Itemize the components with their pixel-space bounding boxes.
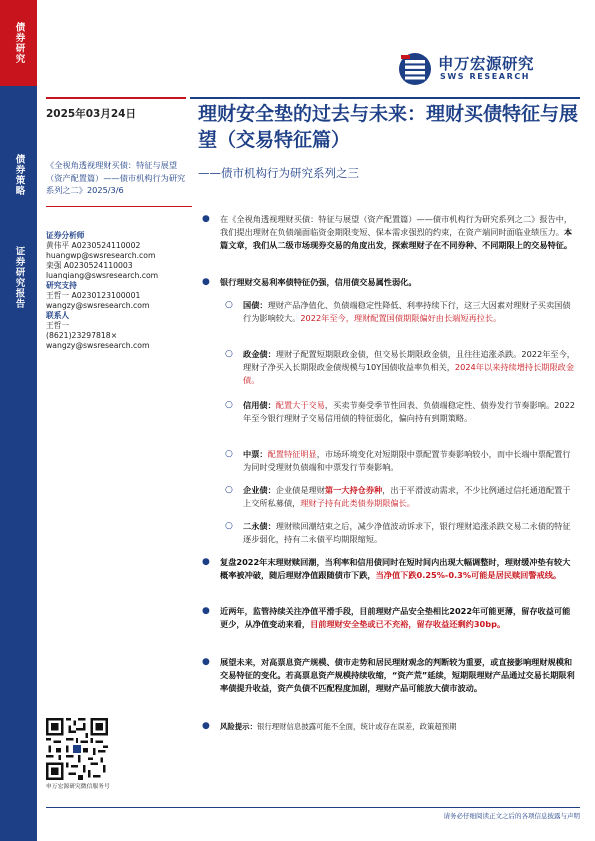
sub-bullet-label: 信用债： <box>243 400 276 410</box>
header-rule-blue <box>190 97 580 99</box>
sub-bullet-circle-icon: ○ <box>225 449 233 459</box>
band-label-research: 债券研究 <box>13 22 25 64</box>
support-email[interactable]: wangzy@swsresearch.com <box>46 301 150 310</box>
report-title: 理财安全垫的过去与未来：理财买债特征与展望（交易特征篇） <box>198 103 579 151</box>
analyst-line: 黄伟平 A0230524110002 <box>46 241 141 250</box>
contact-line: 王哲一 <box>46 321 70 330</box>
bullet-risk-warning <box>202 720 575 733</box>
related-report-link[interactable]: 《全视角透视理财买债：特征与展望（资产配置篇）——债市机构行为研究系列之二》2025/3/6 <box>46 160 186 195</box>
support-line: 王哲一 A0230123100001 <box>46 291 141 300</box>
side-band <box>0 0 37 841</box>
sub-bullet-highlight: 配置特征明显 <box>267 449 317 459</box>
sub-bullet-enterprise <box>225 484 575 510</box>
company-logo <box>398 50 570 88</box>
sub-bullet-bank-capital <box>225 520 575 546</box>
sub-bullet-text: 理财赎回潮结束之后，减少净值波动诉求下，银行理财追涨杀跌交易二永债的特征逐步弱化，持有二永债平均期限缩短。 <box>243 521 571 545</box>
sub-bullet-highlight: 2024年以来持续增持长期限政金债。 <box>243 362 575 386</box>
bullet-outlook <box>202 656 575 696</box>
bullet-dot-icon: ● <box>202 657 210 667</box>
sub-bullet-highlight: 配置大于交易 <box>275 400 325 410</box>
bullet-bold-text: 银行理财交易利率债特征仍强，信用债交易属性弱化。 <box>220 277 417 287</box>
header-rule-red <box>46 97 186 99</box>
bullet-dot-icon: ● <box>202 606 210 616</box>
sub-bullet-highlight-bold: 第一大持仓券种 <box>324 485 383 495</box>
sub-bullet-text: ，市场环境变化对短期限中票配置节奏影响较小，而中长端中票配置行为同时受理财负债端和中票发行节奏影响。 <box>243 449 571 473</box>
sub-bullet-circle-icon: ○ <box>225 300 233 310</box>
sub-bullet-label: 中票： <box>243 449 268 459</box>
sub-bullet-circle-icon: ○ <box>225 400 233 410</box>
bullet-intro <box>202 213 575 253</box>
sub-bullet-text: 理财产品净值化、负债端稳定性降低、利率持续下行，这三大因素对理财子买卖国债行为影响较大。 <box>243 300 571 324</box>
sub-bullet-circle-icon: ○ <box>225 485 233 495</box>
logo-mark-icon <box>398 52 432 86</box>
bullet-bold-text: 展望未来，对高票息资产规模、债市走势和居民理财观念的判断较为重要，或直接影响理财规模和交易特征的变化。若高票息资产规模持续收缩，“资产荒”延续，短期限理财产品通过交易长期限利率债提升收益，资产负债不匹配程度加剧，理财产品可能放大债市波动。 <box>220 657 575 694</box>
analyst-email[interactable]: huangwp@swsresearch.com <box>46 251 156 260</box>
bullet-bold-text: 复盘2022年末理财赎回潮，当利率和信用债同时在短时间内出现大幅调整时，理财缓冲垫有较大概率被冲破，随后理财净值跟随债市下跌， <box>220 557 571 581</box>
sub-bullet-highlight: 理财子持有此类债券期限偏长。 <box>300 498 415 509</box>
bullet-rate-trading <box>202 276 575 289</box>
sub-bullet-circle-icon: ○ <box>225 349 233 359</box>
band-label-strategy: 债券策略 <box>13 154 25 196</box>
support-heading: 研究支持 <box>46 281 77 290</box>
sub-bullet-highlight: 2022年至今，理财配置国债期限偏好由长端短再拉长。 <box>300 313 502 324</box>
bullet-dot-icon: ● <box>202 721 210 731</box>
sub-bullet-text: 理财子配置短期限政金债，但交易长期限政金债，且往往追涨杀跌。2022年至今，理财子净买入长期限政金债规模与10Y国债收益率负相关， <box>243 349 575 373</box>
contact-heading: 联系人 <box>46 311 70 320</box>
bullet-bold-text: 近两年，监管持续关注净值平滑手段，目前理财产品安全垫相比2022年可能更薄，留存收益可能更少，从净值变动来看， <box>220 606 571 630</box>
report-date: 2025年03月24日 <box>46 108 136 120</box>
analyst-line: 栾强 A0230524110003 <box>46 261 133 270</box>
bullet-safety-cushion <box>202 605 575 631</box>
wechat-qr-code <box>46 718 108 780</box>
sub-bullet-policy-bank <box>225 348 575 388</box>
sub-bullet-mtn <box>225 448 575 474</box>
logo-en-text: SWS RESEARCH <box>440 72 531 81</box>
qr-caption: 申万宏源研究微信服务号 <box>46 784 110 790</box>
sub-bullet-label: 国债： <box>243 300 268 310</box>
analyst-email[interactable]: luanqiang@swsresearch.com <box>46 271 159 280</box>
contact-phone: (8621)23297818× <box>46 331 118 340</box>
bullet-bold-text: 本篇文章，我们从二级市场现券交易的角度出发，探索理财子在不同券种、不同期限上的交易特征。 <box>220 227 573 251</box>
sidebar-divider <box>46 206 192 207</box>
bullet-dot-icon: ● <box>202 557 210 567</box>
footer-rule <box>46 807 580 808</box>
sub-bullet-label: 二永债： <box>243 521 276 531</box>
sub-bullet-text: 企业债是理财 <box>275 485 325 495</box>
risk-text: 银行理财信息披露可能不全面，统计或存在误差，政策超预期 <box>256 722 457 731</box>
sub-bullet-label: 企业债： <box>243 485 276 495</box>
sub-bullet-text: ，买卖节奏受季节性回表、负债端稳定性、债券发行节奏影响。2022年至今银行理财子交易信用债的特征弱化，偏向持有到期策略。 <box>243 400 575 424</box>
sub-bullet-treasury <box>225 299 575 325</box>
bullet-text: 在《全视角透视理财买债：特征与展望（资产配置篇）——债市机构行为研究系列之二》报告中，我们提出理财在负债端面临资金期限变短、保本需求强烈的约束，在资产端同时面临业绩压力。 <box>220 214 573 238</box>
sub-bullet-circle-icon: ○ <box>225 521 233 531</box>
bullet-highlight-bold: 当净值下跌0.25%-0.3%可能是居民赎回警戒线。 <box>375 570 562 581</box>
analyst-heading: 证券分析师 <box>46 231 85 240</box>
sub-bullet-label: 政金债： <box>243 349 276 359</box>
band-label-report: 证券研究报告 <box>13 245 25 309</box>
contacts-block <box>46 231 194 351</box>
risk-label: 风险提示： <box>220 722 257 731</box>
bullet-dot-icon: ● <box>202 277 210 287</box>
bullet-redemption-review <box>202 556 575 582</box>
bullet-dot-icon: ● <box>202 214 210 224</box>
contact-email[interactable]: wangzy@swsresearch.com <box>46 341 150 350</box>
sub-bullet-text: ，出于平滑波动需求，不少比例通过信托通道配置于上交所私募债， <box>243 485 571 509</box>
bullet-highlight-bold: 目前理财安全垫或已不充裕，留存收益还剩约30bp。 <box>310 619 506 630</box>
logo-cn-text: 申万宏源研究 <box>438 55 535 73</box>
sub-bullet-credit <box>225 399 575 425</box>
report-subtitle: ——债市机构行为研究系列之三 <box>198 166 359 180</box>
footer-disclaimer: 请务必仔细阅读正文之后的各项信息披露与声明 <box>443 812 580 820</box>
